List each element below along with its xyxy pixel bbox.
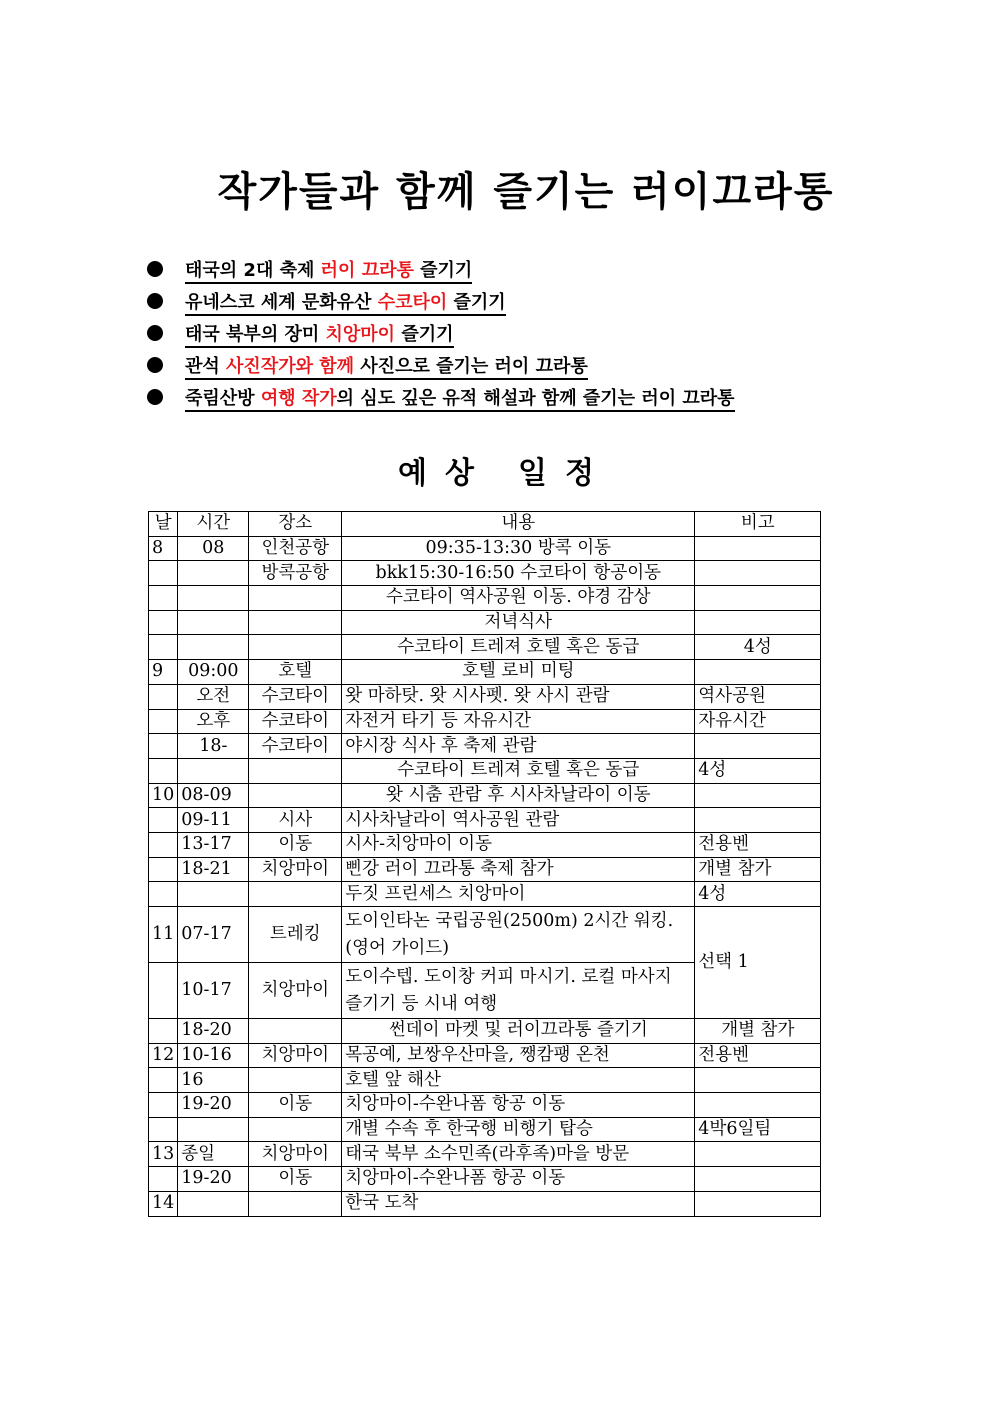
cell-content: 왓 마하탓. 왓 시사펫. 왓 사시 관람 (342, 684, 695, 709)
cell-place (249, 783, 342, 808)
highlight-text-part: 태국의 2대 축제 (185, 260, 321, 281)
cell-note (695, 1142, 821, 1167)
cell-place: 이동 (249, 832, 342, 857)
highlight-text-part: 즐기기 (413, 260, 473, 281)
cell-place: 트레킹 (249, 907, 342, 963)
cell-content: 개별 수속 후 한국행 비행기 탑승 (342, 1117, 695, 1142)
cell-content: 저녁식사 (342, 610, 695, 635)
cell-place: 이동 (249, 1167, 342, 1192)
schedule-heading-char: 상 (445, 456, 474, 491)
cell-time: 18- (178, 734, 249, 759)
cell-content: 치앙마이-수완나폼 항공 이동 (342, 1093, 695, 1118)
highlight-text-part: 의 심도 깊은 유적 해설과 함께 즐기는 러이 끄라통 (336, 388, 735, 409)
cell-content: 수코타이 트레져 호텔 혹은 동급 (342, 758, 695, 783)
highlight-text-part: 죽림산방 (185, 388, 261, 409)
table-row (149, 1191, 821, 1216)
table-row (149, 709, 821, 734)
cell-day (149, 758, 178, 783)
cell-day: 8 (149, 536, 178, 561)
cell-place (249, 882, 342, 907)
cell-day (149, 963, 178, 1019)
page-title: 작가들과 함께 즐기는 러이끄라통 (217, 169, 835, 215)
table-row (149, 1019, 821, 1044)
cell-day (149, 1117, 178, 1142)
cell-time (178, 1117, 249, 1142)
table-header-row (149, 512, 821, 537)
cell-day (149, 1019, 178, 1044)
cell-time: 오후 (178, 709, 249, 734)
table-row (149, 907, 821, 963)
highlight-text-part: 태국 북부의 장미 (185, 324, 326, 345)
cell-note: 자유시간 (695, 709, 821, 734)
cell-place (249, 1191, 342, 1216)
header-content: 내용 (342, 512, 695, 537)
table-row (149, 1093, 821, 1118)
cell-day (149, 635, 178, 660)
cell-day (149, 1068, 178, 1093)
cell-time: 16 (178, 1068, 249, 1093)
cell-time: 10-17 (178, 963, 249, 1019)
table-row (149, 808, 821, 833)
schedule-table-body (149, 512, 821, 1217)
cell-day: 14 (149, 1191, 178, 1216)
highlight-text-accent: 사진작가와 함께 (226, 356, 355, 377)
cell-content: 시사차날라이 역사공원 관람 (342, 808, 695, 833)
table-row (149, 536, 821, 561)
cell-place: 방콕공항 (249, 561, 342, 586)
cell-place: 이동 (249, 1093, 342, 1118)
highlight-text-accent: 치앙마이 (325, 324, 396, 345)
cell-time (178, 758, 249, 783)
table-row (149, 758, 821, 783)
cell-content: 도이수텝. 도이창 커피 마시기. 로컬 마사지 즐기기 등 시내 여행 (342, 963, 695, 1019)
highlight-text-accent: 러이 끄라통 (320, 260, 414, 281)
highlight-text (185, 356, 588, 380)
cell-day (149, 709, 178, 734)
highlight-text-part: 유네스코 세계 문화유산 (185, 292, 378, 313)
cell-note: 개별 참가 (695, 857, 821, 882)
highlight-item (145, 290, 865, 322)
cell-place (249, 635, 342, 660)
cell-place: 시사 (249, 808, 342, 833)
cell-content: 삔강 러이 끄라통 축제 참가 (342, 857, 695, 882)
highlight-item (145, 322, 865, 354)
cell-day (149, 734, 178, 759)
cell-note: 4박6일팀 (695, 1117, 821, 1142)
cell-note: 전용벤 (695, 1043, 821, 1068)
cell-time: 19-20 (178, 1093, 249, 1118)
table-row (149, 1142, 821, 1167)
schedule-table (148, 511, 821, 1217)
cell-note (695, 586, 821, 611)
table-row (149, 586, 821, 611)
cell-place: 치앙마이 (249, 1142, 342, 1167)
cell-content: 수코타이 트레져 호텔 혹은 동급 (342, 635, 695, 660)
cell-content: 09:35-13:30 방콕 이동 (342, 536, 695, 561)
table-row (149, 783, 821, 808)
cell-note (695, 1068, 821, 1093)
cell-time (178, 1191, 249, 1216)
cell-time: 19-20 (178, 1167, 249, 1192)
schedule-heading-char: 정 (564, 456, 594, 491)
header-day: 날 (149, 512, 178, 537)
cell-place (249, 1068, 342, 1093)
cell-note: 4성 (695, 758, 821, 783)
table-row (149, 882, 821, 907)
cell-place: 호텔 (249, 660, 342, 685)
cell-content: 도이인타논 국립공원(2500m) 2시간 워킹. (영어 가이드) (342, 907, 695, 963)
cell-day (149, 832, 178, 857)
cell-note (695, 660, 821, 685)
cell-note: 4성 (695, 635, 821, 660)
cell-note: 선택 1 (695, 907, 821, 1019)
cell-content: 두짓 프린세스 치앙마이 (342, 882, 695, 907)
cell-content: 시사-치앙마이 이동 (342, 832, 695, 857)
cell-note (695, 1191, 821, 1216)
cell-content: 왓 시춤 관람 후 시사차날라이 이동 (342, 783, 695, 808)
cell-time: 18-21 (178, 857, 249, 882)
cell-time: 08 (178, 536, 249, 561)
header-place: 장소 (249, 512, 342, 537)
cell-time (178, 610, 249, 635)
cell-place: 치앙마이 (249, 857, 342, 882)
cell-place: 수코타이 (249, 734, 342, 759)
table-row (149, 1117, 821, 1142)
bullet-dot-icon (147, 389, 163, 405)
cell-content: 썬데이 마켓 및 러이끄라통 즐기기 (342, 1019, 695, 1044)
cell-time: 09:00 (178, 660, 249, 685)
cell-note (695, 561, 821, 586)
cell-note (695, 536, 821, 561)
cell-place (249, 586, 342, 611)
highlight-text (185, 324, 454, 348)
cell-time: 13-17 (178, 832, 249, 857)
cell-day (149, 882, 178, 907)
highlight-item (145, 386, 865, 418)
highlight-text-accent: 수코타이 (377, 292, 448, 313)
highlight-text-part: 즐기기 (447, 292, 506, 313)
header-note: 비고 (695, 512, 821, 537)
highlight-item (145, 354, 865, 386)
cell-day: 9 (149, 660, 178, 685)
cell-day (149, 808, 178, 833)
cell-place (249, 1019, 342, 1044)
highlight-text-part: 사진으로 즐기는 러이 끄라통 (354, 356, 588, 377)
cell-place: 수코타이 (249, 684, 342, 709)
cell-content: 호텔 로비 미팅 (342, 660, 695, 685)
cell-place (249, 758, 342, 783)
cell-content: 수코타이 역사공원 이동. 야경 감상 (342, 586, 695, 611)
cell-note (695, 610, 821, 635)
table-row (149, 734, 821, 759)
highlight-text (185, 292, 506, 316)
table-row (149, 1043, 821, 1068)
schedule-heading-char: 일 (518, 456, 547, 491)
cell-time: 08-09 (178, 783, 249, 808)
table-row (149, 635, 821, 660)
bullet-dot-icon (147, 325, 163, 341)
cell-time (178, 882, 249, 907)
table-row (149, 660, 821, 685)
cell-content: 치앙마이-수완나폼 항공 이동 (342, 1167, 695, 1192)
highlight-text-part: 즐기기 (395, 324, 454, 345)
table-row (149, 684, 821, 709)
cell-day: 12 (149, 1043, 178, 1068)
cell-time: 오전 (178, 684, 249, 709)
cell-day (149, 684, 178, 709)
cell-day (149, 1167, 178, 1192)
table-row (149, 610, 821, 635)
header-time: 시간 (178, 512, 249, 537)
cell-note: 전용벤 (695, 832, 821, 857)
table-row (149, 1167, 821, 1192)
cell-time: 07-17 (178, 907, 249, 963)
cell-note: 역사공원 (695, 684, 821, 709)
highlight-text-accent: 여행 작가 (260, 388, 337, 409)
cell-day (149, 610, 178, 635)
cell-content: 호텔 앞 해산 (342, 1068, 695, 1093)
cell-place (249, 1117, 342, 1142)
cell-place: 치앙마이 (249, 1043, 342, 1068)
cell-note (695, 783, 821, 808)
highlight-text (185, 388, 735, 412)
cell-day: 10 (149, 783, 178, 808)
cell-place: 인천공항 (249, 536, 342, 561)
cell-place (249, 610, 342, 635)
cell-content: 자전거 타기 등 자유시간 (342, 709, 695, 734)
highlight-list (145, 258, 865, 418)
cell-time (178, 561, 249, 586)
cell-content: bkk15:30-16:50 수코타이 항공이동 (342, 561, 695, 586)
cell-place: 치앙마이 (249, 963, 342, 1019)
table-row (149, 561, 821, 586)
cell-time: 09-11 (178, 808, 249, 833)
cell-content: 태국 북부 소수민족(라후족)마을 방문 (342, 1142, 695, 1167)
cell-content: 목공예, 보쌍우산마을, 쨍캄팽 온천 (342, 1043, 695, 1068)
cell-time (178, 586, 249, 611)
cell-day (149, 561, 178, 586)
bullet-dot-icon (147, 261, 163, 277)
schedule-heading (0, 448, 992, 492)
cell-day: 11 (149, 907, 178, 963)
highlight-item (145, 258, 865, 290)
bullet-dot-icon (147, 293, 163, 309)
cell-day (149, 857, 178, 882)
cell-day: 13 (149, 1142, 178, 1167)
cell-note (695, 808, 821, 833)
cell-note: 4성 (695, 882, 821, 907)
cell-day (149, 586, 178, 611)
schedule-heading-char: 예 (398, 456, 428, 491)
cell-time: 18-20 (178, 1019, 249, 1044)
cell-content: 한국 도착 (342, 1191, 695, 1216)
cell-place: 수코타이 (249, 709, 342, 734)
cell-content: 야시장 식사 후 축제 관람 (342, 734, 695, 759)
bullet-dot-icon (147, 357, 163, 373)
table-row (149, 1068, 821, 1093)
cell-note (695, 1167, 821, 1192)
cell-time: 10-16 (178, 1043, 249, 1068)
highlight-text-part: 관석 (185, 356, 227, 377)
cell-time: 종일 (178, 1142, 249, 1167)
cell-time (178, 635, 249, 660)
cell-day (149, 1093, 178, 1118)
table-row (149, 832, 821, 857)
table-row (149, 857, 821, 882)
highlight-text (185, 260, 472, 284)
cell-note: 개별 참가 (695, 1019, 821, 1044)
cell-note (695, 734, 821, 759)
cell-note (695, 1093, 821, 1118)
